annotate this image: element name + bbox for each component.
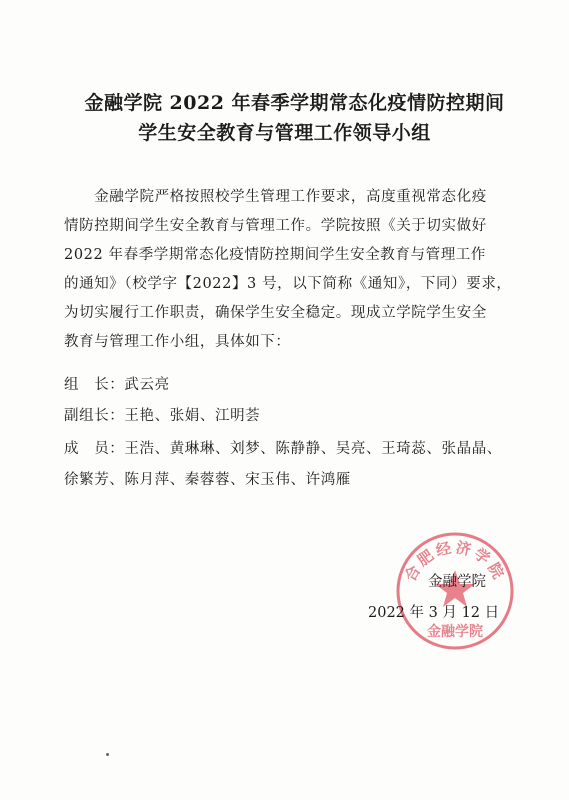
members-line-2: 徐繁芳、陈月萍、秦蓉蓉、宋玉伟、许鸿雁 (64, 472, 351, 488)
deputy-names: 王艳、张娟、江明荟 (124, 408, 261, 424)
members-line-1: 王浩、黄琳琳、刘梦、陈静静、吴亮、王琦蕊、张晶晶、 (124, 441, 502, 457)
paragraph-line: 的通知》（校学字【2022】3 号，以下简称《通知》，下同）要求， (64, 276, 512, 292)
official-seal-stamp (392, 528, 518, 654)
paragraph-line: 金融学院严格按照校学生管理工作要求，高度重视常态化疫 (64, 189, 487, 205)
paragraph-line: 教育与管理工作小组，具体如下： (64, 334, 291, 350)
members-label: 成 员： (64, 441, 125, 457)
document-title-line-1: 金融学院 2022 年春季学期常态化疫情防控期间 (84, 92, 505, 114)
paragraph-line: 2022 年春季学期常态化疫情防控期间学生安全教育与管理工作 (64, 247, 487, 263)
deputy-row (64, 406, 260, 426)
signature-organization: 金融学院 (428, 574, 486, 590)
seal-text-top: 合肥经济学院 (401, 538, 509, 585)
members-row-continued (64, 470, 351, 490)
leader-names: 武云亮 (124, 377, 170, 393)
paragraph-line: 为切实履行工作职责，确保学生安全稳定。现成立学院学生安全 (64, 305, 487, 321)
seal-text-bottom: 金融学院 (427, 624, 483, 640)
scan-speck (106, 753, 109, 756)
leader-label: 组 长： (64, 377, 125, 393)
paragraph-line: 情防控期间学生安全教育与管理工作。学院按照《关于切实做好 (64, 218, 487, 234)
document-title-line-2: 学生安全教育与管理工作领导小组 (138, 122, 431, 144)
signature-date: 2022 年 3 月 12 日 (368, 605, 500, 621)
deputy-label: 副组长： (64, 408, 125, 424)
members-row (64, 439, 502, 459)
leader-row (64, 375, 170, 395)
